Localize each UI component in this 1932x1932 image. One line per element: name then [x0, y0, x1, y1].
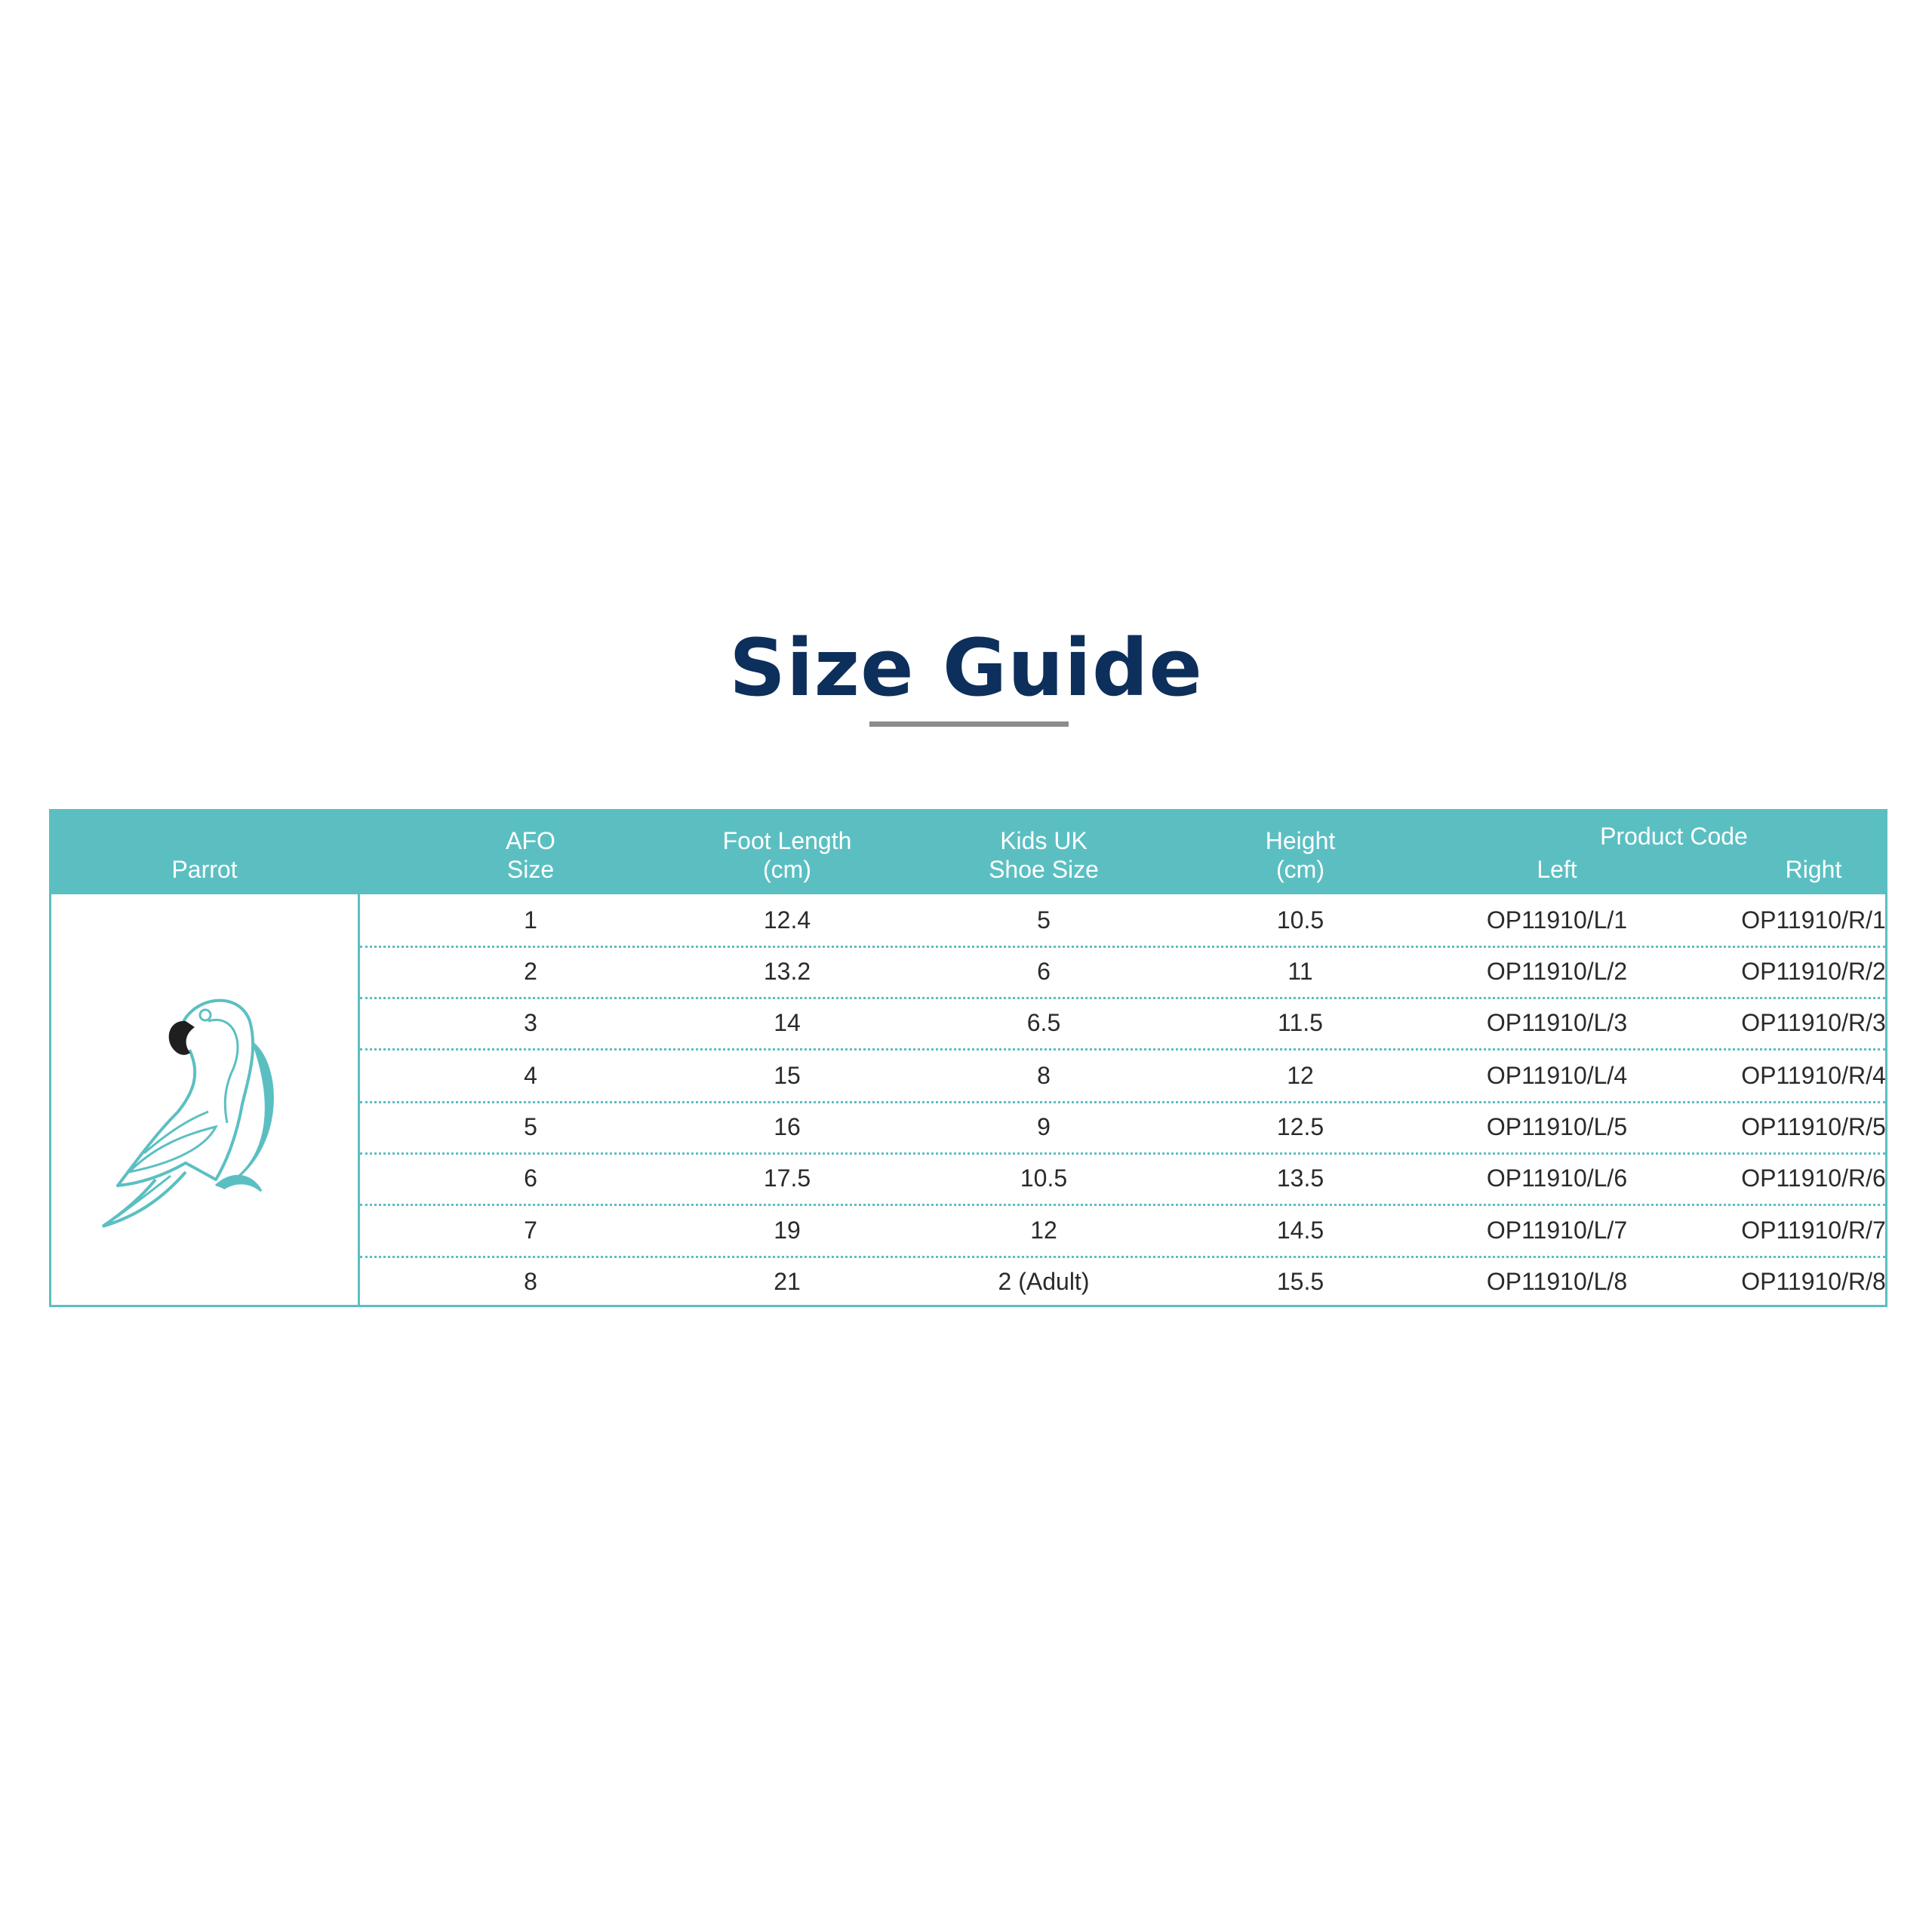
cell-right: OP11910/R/2: [1741, 958, 1886, 985]
table-row: [360, 946, 1885, 999]
header-foot-line2: (cm): [763, 856, 811, 883]
cell-right: OP11910/R/7: [1741, 1217, 1886, 1244]
cell-foot: 14: [774, 1009, 801, 1036]
table-row: [360, 1101, 1885, 1155]
cell-foot: 19: [774, 1217, 801, 1244]
size-guide-table: [49, 809, 1887, 1307]
cell-left: OP11910/L/7: [1486, 1217, 1628, 1244]
cell-right: OP11910/R/5: [1741, 1113, 1886, 1140]
cell-left: OP11910/L/2: [1486, 958, 1628, 985]
cell-shoe: 8: [1037, 1062, 1051, 1089]
cell-afo: 3: [524, 1009, 537, 1036]
table-row: [360, 894, 1885, 948]
table-row: [360, 1050, 1885, 1103]
header-product-code: Product Code: [1600, 823, 1748, 850]
header-foot-line1: Foot Length: [722, 827, 852, 854]
header-left: Left: [1537, 856, 1577, 883]
cell-right: OP11910/R/1: [1741, 906, 1886, 934]
cell-left: OP11910/L/1: [1486, 906, 1628, 934]
cell-left: OP11910/L/6: [1486, 1164, 1628, 1192]
cell-height: 13.5: [1276, 1164, 1324, 1192]
cell-shoe: 5: [1037, 906, 1051, 934]
table-body: [51, 894, 1885, 1307]
header-shoe-line2: Shoe Size: [989, 856, 1099, 883]
cell-right: OP11910/R/6: [1741, 1164, 1886, 1192]
cell-left: OP11910/L/8: [1486, 1268, 1628, 1295]
cell-right: OP11910/R/8: [1741, 1268, 1886, 1295]
cell-right: OP11910/R/3: [1741, 1009, 1886, 1036]
cell-shoe: 2 (Adult): [998, 1268, 1090, 1295]
cell-afo: 8: [524, 1268, 537, 1295]
table-row: [360, 1256, 1885, 1307]
cell-foot: 13.2: [763, 958, 811, 985]
cell-height: 14.5: [1276, 1217, 1324, 1244]
cell-height: 10.5: [1276, 906, 1324, 934]
parrot-icon: [95, 991, 321, 1232]
cell-height: 11.5: [1278, 1009, 1323, 1036]
header-shoe-line1: Kids UK: [1000, 827, 1088, 854]
cell-height: 12.5: [1276, 1113, 1324, 1140]
cell-shoe: 10.5: [1020, 1164, 1068, 1192]
page-title: Size Guide: [729, 622, 1203, 714]
header-afo-line2: Size: [506, 856, 555, 883]
cell-foot: 15: [774, 1062, 801, 1089]
cell-foot: 16: [774, 1113, 801, 1140]
cell-afo: 5: [524, 1113, 537, 1140]
title-underline: [869, 721, 1069, 727]
table-row: [360, 997, 1885, 1051]
cell-height: 12: [1287, 1062, 1314, 1089]
table-row: [360, 1204, 1885, 1258]
cell-shoe: 9: [1037, 1113, 1051, 1140]
cell-foot: 12.4: [763, 906, 811, 934]
table-header: [51, 811, 1885, 894]
cell-afo: 2: [524, 958, 537, 985]
cell-left: OP11910/L/5: [1486, 1113, 1628, 1140]
cell-shoe: 6: [1037, 958, 1051, 985]
cell-height: 11: [1287, 958, 1313, 985]
parrot-image-cell: [51, 894, 360, 1307]
cell-afo: 6: [524, 1164, 537, 1192]
cell-afo: 7: [524, 1217, 537, 1244]
cell-shoe: 12: [1030, 1217, 1057, 1244]
cell-shoe: 6.5: [1026, 1009, 1061, 1036]
cell-afo: 4: [524, 1062, 537, 1089]
table-row: [360, 1152, 1885, 1206]
table-rows: [360, 894, 1885, 1307]
cell-height: 15.5: [1276, 1268, 1324, 1295]
cell-afo: 1: [524, 906, 537, 934]
header-right: Right: [1785, 856, 1842, 883]
cell-left: OP11910/L/4: [1486, 1062, 1628, 1089]
cell-foot: 21: [774, 1268, 801, 1295]
header-afo-line1: AFO: [506, 827, 555, 854]
header-parrot: Parrot: [171, 856, 238, 883]
cell-foot: 17.5: [763, 1164, 811, 1192]
header-height-line1: Height: [1265, 827, 1336, 854]
cell-left: OP11910/L/3: [1486, 1009, 1628, 1036]
cell-right: OP11910/R/4: [1741, 1062, 1886, 1089]
header-height-line2: (cm): [1276, 856, 1324, 883]
